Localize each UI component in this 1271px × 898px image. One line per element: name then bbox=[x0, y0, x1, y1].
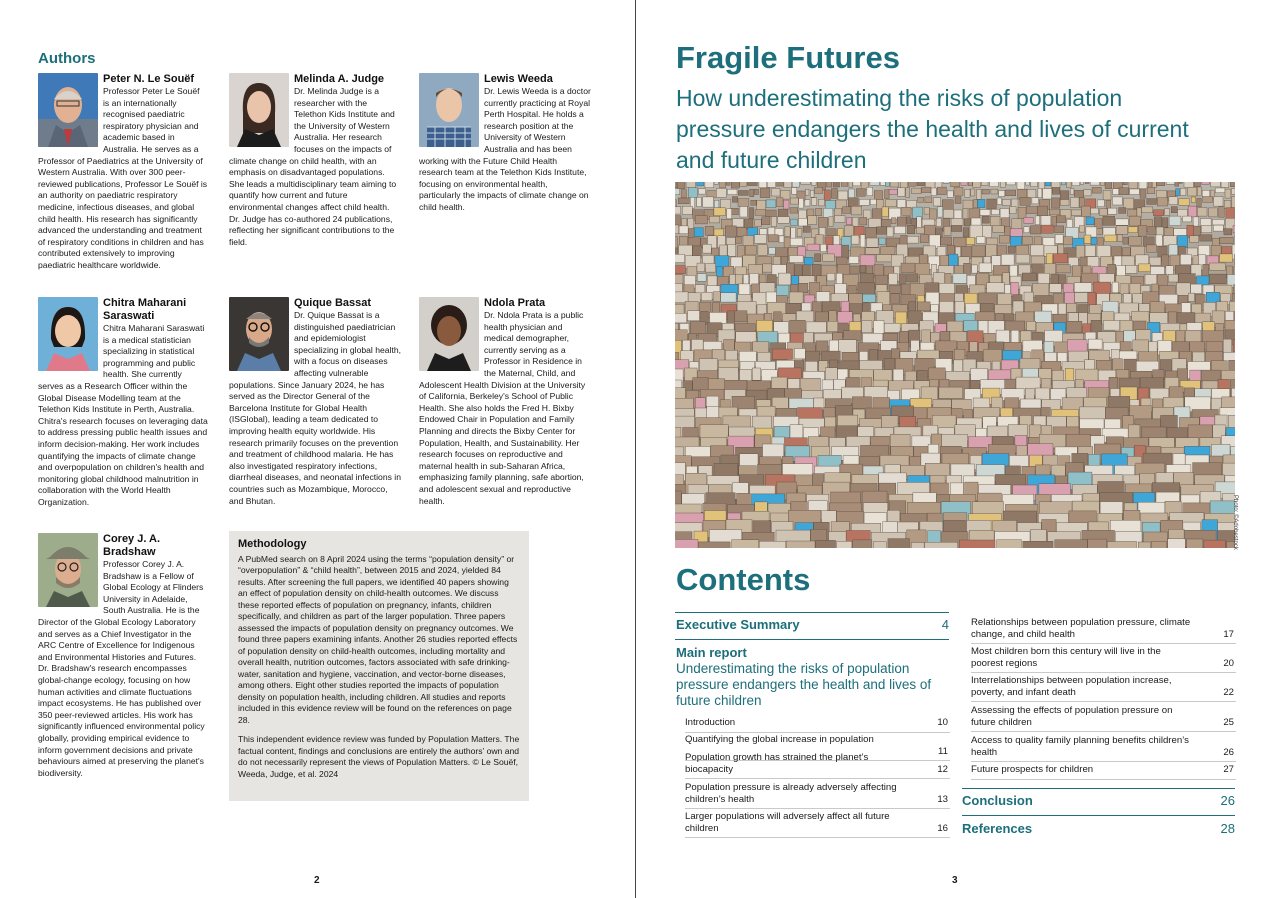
author-name: Lewis Weeda bbox=[484, 73, 553, 85]
toc-references[interactable]: References bbox=[962, 821, 1033, 836]
author-name: Melinda A. Judge bbox=[294, 73, 385, 85]
left-page bbox=[0, 0, 635, 898]
author-bio: Dr. Melinda Judge is a researcher with the Telethon Kids Institute and the University of Western Australia. Her research focuses on the impacts of climate change on child health, with an emphasis on disadvantaged populations. She leads a multidisciplinary team aiming to quantify how current and future environmental changes affect child health. Dr. Judge has co-authored 24 publications, reflecting her significant contributions to the field. bbox=[229, 86, 397, 247]
toc-item-page: 26 bbox=[1223, 746, 1234, 758]
toc-divider bbox=[685, 808, 950, 809]
author-photo-prata bbox=[419, 297, 479, 371]
toc-item[interactable]: Interrelationships between population increase, poverty, and infant death bbox=[971, 675, 1172, 698]
toc-divider bbox=[971, 701, 1236, 702]
report-subtitle: How underestimating the risks of population pressure endangers the health and lives of current and future children bbox=[676, 85, 1189, 173]
toc-divider bbox=[685, 778, 950, 779]
methodology-body: A PubMed search on 8 April 2024 using the terms “population density” or “overpopulation” & “child health”, between 2015 and 2024, yielded 84 results. After screening the full papers, we identified 40 papers showing an effect of population density on child-health outcomes. We discuss these reported effects of population on pregnancy, infants, children specifically, and children as part of the larger population. Three papers assessed the impacts of population density on pregnancy outcomes. We found three papers examining infants. Another 26 studies reported effects of population density on child-health outcomes, including mortality and overall health, nutrition outcomes, factors associated with safe drinking-water, sanitation and hygiene, vaccination, and vector-borne diseases, among others. Eight other studies reported the impacts of population density on population health, including children. All studies and reports included in this evidence review will be found on the references on page 28. bbox=[238, 553, 518, 725]
toc-divider bbox=[971, 761, 1236, 762]
toc-item[interactable]: Introduction bbox=[685, 717, 736, 728]
toc-divider bbox=[971, 672, 1236, 673]
toc-rule bbox=[962, 815, 1235, 816]
methodology-title: Methodology bbox=[238, 538, 307, 550]
toc-divider bbox=[971, 731, 1236, 732]
page-number-right: 3 bbox=[952, 875, 958, 886]
author-photo-judge bbox=[229, 73, 289, 147]
toc-item-page: 20 bbox=[1223, 657, 1234, 669]
author-photo-weeda bbox=[419, 73, 479, 147]
author-photo-bassat bbox=[229, 297, 289, 371]
toc-item[interactable]: Larger populations will adversely affect all future children bbox=[685, 811, 890, 834]
toc-main-report-subtitle: Underestimating the risks of population pressure endangers the health and lives of future children bbox=[676, 661, 932, 708]
toc-executive-summary[interactable]: Executive Summary bbox=[676, 617, 800, 632]
author-bassat bbox=[229, 297, 401, 507]
toc-item-page: 12 bbox=[937, 763, 948, 775]
toc-rule bbox=[675, 612, 949, 613]
photo-credit: Photo: ©Adobestock bbox=[1232, 495, 1238, 550]
toc-item-page: 22 bbox=[1223, 686, 1234, 698]
toc-main-report[interactable]: Main report bbox=[676, 645, 747, 660]
toc-divider bbox=[685, 732, 950, 733]
author-bio: Dr. Quique Bassat is a distinguished paediatrician and epidemiologist specializing in global health, with a focus on diseases affecting vulnerable populations. Since January 2024, he has served as the Director General of the Barcelona Institute for Global Health (ISGlobal), leading a team dedicated to improving health equity worldwide. His research primarily focuses on the prevention and treatment of childhood malaria. He has also investigated respiratory infections, diarrheal diseases, and neonatal infections in countries such as Mozambique, Morocco, and Bhutan. bbox=[229, 310, 402, 506]
toc-item[interactable]: Population growth has strained the planet’s biocapacity bbox=[685, 752, 869, 775]
authors-heading: Authors bbox=[38, 50, 96, 67]
toc-item[interactable]: Most children born this century will live in the poorest regions bbox=[971, 646, 1161, 669]
author-prata bbox=[419, 297, 591, 507]
author-bio: Chitra Maharani Saraswati is a medical statistician specializing in statistical programming and public health. She currently serves as a Research Officer within the Global Disease Modelling team at the Telethon Kids Institute in Perth, Australia. Chitra's research focuses on leveraging data to address pressing public health issues and inform decision-making. Her work includes quantifying the impacts of climate change and overpopulation on children's health and monitoring global childhood malnutrition in collaboration with the World Health Organization. bbox=[38, 323, 208, 507]
author-saraswati bbox=[38, 297, 208, 509]
author-bradshaw bbox=[38, 533, 208, 779]
toc-item[interactable]: Future prospects for children bbox=[971, 764, 1094, 775]
author-name: Ndola Prata bbox=[484, 297, 546, 309]
toc-item[interactable]: Population pressure is already adversely affecting children’s health bbox=[685, 782, 897, 805]
toc-item-page: 25 bbox=[1223, 716, 1234, 728]
toc-item[interactable]: Relationships between population pressure, climate change, and child health bbox=[971, 617, 1191, 640]
toc-item[interactable]: Assessing the effects of population pressure on future children bbox=[971, 705, 1173, 728]
methodology-box bbox=[229, 531, 529, 801]
author-name: Peter N. Le Souëf bbox=[103, 73, 195, 85]
toc-item-page: 11 bbox=[938, 745, 948, 757]
toc-conclusion[interactable]: Conclusion bbox=[962, 793, 1033, 808]
page-number-left: 2 bbox=[314, 875, 320, 886]
contents-title: Contents bbox=[676, 562, 811, 597]
toc-rule bbox=[675, 639, 949, 640]
toc-divider bbox=[971, 643, 1236, 644]
toc-conclusion-page: 26 bbox=[1220, 793, 1235, 808]
right-page bbox=[636, 0, 1271, 898]
author-photo-le-souef bbox=[38, 73, 98, 147]
author-photo-bradshaw bbox=[38, 533, 98, 607]
author-bio: Dr. Lewis Weeda is a doctor currently practicing at Royal Perth Hospital. He holds a research position at the University of Western Australia and has been working with the Future Child Health research team at the Telethon Kids Institute, focusing on environmental health, particularly the impacts of climate change on child health. bbox=[419, 86, 591, 212]
author-bio: Dr. Ndola Prata is a public health physician and medical demographer, currently serving as a Professor in Residence in the Maternal, Child, and Adolescent Health Division at the University of California, Berkeley's School of Public Health. She also holds the Fred H. Bixby Endowed Chair in Population and Family Planning and directs the Bixby Center for Population, Health, and Sustainability. Her research focuses on reproductive and maternal health in sub-Saharan Africa, emphasizing family planning, safe abortion, and adolescent sexual and reproductive health. bbox=[419, 310, 586, 506]
author-bio: Professor Peter Le Souëf is an internationally recognised paediatric respiratory physician and academic based in Australia. He serves as a Professor of Paediatrics at the University of Western Australia. With over 300 peer-reviewed publications, Professor Le Souëf is an authority on paediatric respiratory medicine, infectious diseases, and global child health. His research has significantly advanced the understanding and treatment of respiratory conditions in children and has contributed extensively to improving paediatric healthcare worldwide. bbox=[38, 86, 208, 270]
author-le-souef bbox=[38, 73, 208, 272]
report-title: Fragile Futures bbox=[676, 40, 900, 75]
toc-rule bbox=[962, 788, 1235, 789]
funding-note: This independent evidence review was funded by Population Matters. The factual content, findings and conclusions are entirely the authors’ own and do not necessarily represent the views of Population Matters. © Le Souëf, Weeda, Judge, et al. 2024 bbox=[238, 734, 520, 779]
author-name: Quique Bassat bbox=[294, 297, 372, 309]
toc-divider bbox=[971, 779, 1236, 780]
toc-item-page: 16 bbox=[937, 822, 948, 834]
author-judge bbox=[229, 73, 401, 248]
author-name: Chitra Maharani Saraswati bbox=[103, 297, 187, 322]
city-photo bbox=[675, 182, 1235, 548]
toc-item[interactable]: Quantifying the global increase in population bbox=[685, 734, 874, 745]
toc-item-page: 10 bbox=[937, 717, 948, 728]
toc-divider bbox=[685, 837, 950, 838]
toc-references-page: 28 bbox=[1220, 821, 1235, 836]
author-photo-saraswati bbox=[38, 297, 98, 371]
toc-item-page: 17 bbox=[1223, 628, 1234, 640]
toc-item-page: 27 bbox=[1223, 764, 1234, 775]
toc-executive-summary-page: 4 bbox=[941, 617, 949, 632]
author-bio: Professor Corey J. A. Bradshaw is a Fellow of Global Ecology at Flinders University in Adelaide, South Australia. He is the Director of the Global Ecology Laboratory and serves as a Chief Investigator in the ARC Centre of Excellence for Indigenous and Environmental Histories and Futures. Dr. Bradshaw's research encompasses global-change ecology, focusing on how human activities and climate fluctuations impact ecosystems. He has published over 350 peer-reviewed articles. His work has significantly influenced environmental policy globally, providing empirical evidence to inform government decisions and private behaviours aimed at preserving the planet's biodiversity. bbox=[38, 559, 205, 778]
city-rooftops-image bbox=[675, 182, 1235, 548]
author-name: Corey J. A. Bradshaw bbox=[103, 533, 161, 558]
toc-item-page: 13 bbox=[937, 793, 948, 805]
toc-item[interactable]: Access to quality family planning benefits children’s health bbox=[971, 735, 1189, 758]
author-weeda bbox=[419, 73, 591, 214]
